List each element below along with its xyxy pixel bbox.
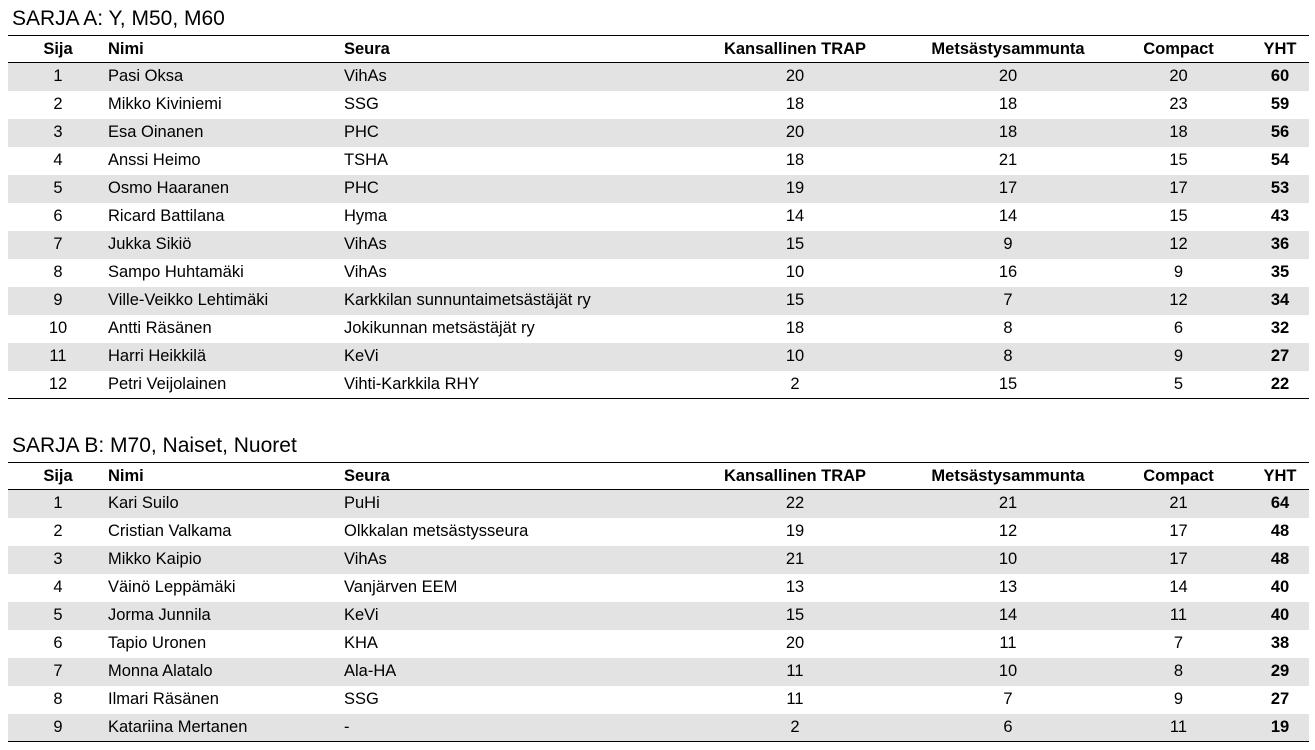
cell-total: 64 — [1251, 490, 1309, 518]
cell-name: Kari Suilo — [108, 490, 344, 518]
cell-hunt: 10 — [910, 546, 1106, 574]
cell-name: Väinö Leppämäki — [108, 578, 236, 596]
cell-hunt: 16 — [998, 263, 1018, 281]
cell-total: 38 — [1270, 634, 1290, 652]
table-row — [8, 231, 1309, 259]
cell-compact: 14 — [1169, 578, 1188, 596]
cell-compact: 17 — [1106, 175, 1251, 203]
cell-trap: 22 — [680, 490, 910, 518]
cell-total: 27 — [1270, 690, 1290, 708]
cell-club: Vihti-Karkkila RHY — [344, 371, 680, 399]
cell-rank: 3 — [8, 119, 108, 147]
cell-name: Ilmari Räsänen — [108, 690, 219, 708]
col-header-club: Seura — [344, 463, 680, 490]
col-header-compact: Compact — [1106, 463, 1251, 490]
cell-compact: 11 — [1106, 714, 1251, 742]
cell-trap: 10 — [785, 263, 805, 281]
cell-compact: 15 — [1169, 151, 1188, 169]
col-header-rank: Sija — [8, 463, 108, 490]
cell-hunt: 6 — [910, 714, 1106, 742]
col-header-club: Seura — [344, 36, 680, 63]
cell-club: KHA — [344, 634, 378, 652]
cell-total: 40 — [1270, 578, 1290, 596]
cell-name: Katariina Mertanen — [108, 714, 344, 742]
cell-hunt: 18 — [910, 119, 1106, 147]
cell-compact: 21 — [1106, 490, 1251, 518]
cell-club: - — [344, 714, 680, 742]
cell-name: Ville-Veikko Lehtimäki — [108, 287, 344, 315]
table-row — [8, 546, 1309, 574]
cell-club: Ala-HA — [344, 658, 680, 686]
cell-rank: 10 — [48, 319, 68, 337]
cell-hunt: 10 — [910, 658, 1106, 686]
cell-compact: 17 — [1106, 546, 1251, 574]
cell-club: Hyma — [344, 207, 388, 225]
col-header-total: YHT — [1251, 36, 1309, 63]
cell-club: VihAs — [344, 263, 387, 281]
cell-club: Olkkalan metsästysseura — [344, 522, 529, 540]
cell-trap: 20 — [785, 634, 805, 652]
cell-name: Pasi Oksa — [108, 63, 344, 91]
cell-compact: 6 — [1173, 319, 1184, 337]
cell-compact: 5 — [1106, 371, 1251, 399]
cell-trap: 10 — [680, 343, 910, 371]
cell-total: 35 — [1270, 263, 1290, 281]
cell-club: TSHA — [344, 151, 389, 169]
cell-rank: 11 — [8, 343, 108, 371]
col-header-rank: Sija — [8, 36, 108, 63]
cell-hunt: 21 — [910, 490, 1106, 518]
cell-name: Ricard Battilana — [108, 207, 225, 225]
cell-hunt: 20 — [910, 63, 1106, 91]
cell-total: 54 — [1270, 151, 1290, 169]
cell-trap: 15 — [680, 231, 910, 259]
cell-name: Jukka Sikiö — [108, 231, 344, 259]
cell-club: PHC — [344, 175, 680, 203]
cell-compact: 9 — [1173, 690, 1184, 708]
cell-club: SSG — [344, 95, 379, 113]
col-header-compact: Compact — [1106, 36, 1251, 63]
cell-hunt: 14 — [998, 207, 1018, 225]
col-header-name: Nimi — [108, 36, 344, 63]
cell-rank: 9 — [8, 714, 108, 742]
cell-hunt: 21 — [998, 151, 1018, 169]
cell-total: 32 — [1270, 319, 1290, 337]
table-header-row — [8, 463, 1309, 490]
cell-rank: 8 — [53, 690, 63, 708]
cell-name: Esa Oinanen — [108, 119, 344, 147]
col-header-total: YHT — [1251, 463, 1309, 490]
cell-rank: 9 — [8, 287, 108, 315]
cell-total: 43 — [1270, 207, 1290, 225]
cell-hunt: 8 — [1003, 319, 1013, 337]
cell-compact: 11 — [1106, 602, 1251, 630]
cell-name: Monna Alatalo — [108, 658, 344, 686]
cell-trap: 2 — [680, 371, 910, 399]
col-header-trap: Kansallinen TRAP — [680, 463, 910, 490]
table-row — [8, 343, 1309, 371]
cell-compact: 18 — [1106, 119, 1251, 147]
cell-trap: 2 — [680, 714, 910, 742]
cell-trap: 18 — [785, 319, 805, 337]
table-row — [8, 714, 1309, 742]
cell-rank: 8 — [53, 263, 63, 281]
cell-total: 60 — [1251, 63, 1309, 91]
cell-compact: 12 — [1106, 231, 1251, 259]
cell-compact: 7 — [1173, 634, 1184, 652]
cell-rank: 3 — [8, 546, 108, 574]
cell-hunt: 7 — [910, 287, 1106, 315]
table-row — [8, 203, 1309, 231]
cell-club: VihAs — [344, 63, 680, 91]
table-row — [8, 574, 1309, 602]
cell-trap: 21 — [680, 546, 910, 574]
cell-trap: 19 — [680, 175, 910, 203]
cell-compact: 9 — [1106, 343, 1251, 371]
cell-hunt: 11 — [999, 634, 1017, 652]
cell-hunt: 13 — [998, 578, 1018, 596]
cell-rank: 5 — [8, 602, 108, 630]
section-a-table — [8, 35, 1309, 399]
cell-rank: 6 — [53, 207, 63, 225]
cell-trap: 19 — [785, 522, 805, 540]
cell-total: 56 — [1251, 119, 1309, 147]
cell-total: 48 — [1270, 522, 1290, 540]
cell-name: Tapio Uronen — [108, 634, 207, 652]
cell-total: 19 — [1251, 714, 1309, 742]
cell-compact: 8 — [1106, 658, 1251, 686]
cell-hunt: 15 — [910, 371, 1106, 399]
table-header-row — [8, 36, 1309, 63]
cell-name: Anssi Heimo — [108, 151, 201, 169]
table-row — [8, 119, 1309, 147]
cell-rank: 4 — [53, 578, 63, 596]
cell-club: SSG — [344, 690, 379, 708]
cell-name: Sampo Huhtamäki — [108, 263, 244, 281]
section-b-table — [8, 462, 1309, 742]
cell-rank: 7 — [8, 231, 108, 259]
cell-rank: 4 — [53, 151, 63, 169]
cell-rank: 6 — [53, 634, 63, 652]
cell-club: Jokikunnan metsästäjät ry — [344, 319, 535, 337]
cell-total: 36 — [1251, 231, 1309, 259]
cell-total: 53 — [1251, 175, 1309, 203]
table-row — [8, 602, 1309, 630]
col-header-hunt: Metsästysammunta — [910, 36, 1106, 63]
cell-total: 40 — [1251, 602, 1309, 630]
cell-hunt: 7 — [1003, 690, 1013, 708]
cell-trap: 14 — [785, 207, 805, 225]
table-row — [8, 91, 1309, 119]
cell-total: 29 — [1251, 658, 1309, 686]
col-header-hunt: Metsästysammunta — [910, 463, 1106, 490]
cell-hunt: 17 — [910, 175, 1106, 203]
table-row — [8, 686, 1309, 714]
col-header-name: Nimi — [108, 463, 344, 490]
cell-total: 59 — [1270, 95, 1290, 113]
cell-compact: 20 — [1106, 63, 1251, 91]
cell-rank: 1 — [8, 490, 108, 518]
cell-hunt: 9 — [910, 231, 1106, 259]
cell-rank: 5 — [8, 175, 108, 203]
table-row — [8, 175, 1309, 203]
table-row — [8, 147, 1309, 175]
cell-club: KeVi — [344, 602, 680, 630]
cell-compact: 12 — [1106, 287, 1251, 315]
cell-club: Karkkilan sunnuntaimetsästäjät ry — [344, 287, 680, 315]
cell-name: Harri Heikkilä — [108, 343, 344, 371]
table-row — [8, 63, 1309, 91]
cell-club: KeVi — [344, 343, 680, 371]
cell-trap: 18 — [785, 95, 805, 113]
cell-trap: 20 — [680, 119, 910, 147]
cell-name: Cristian Valkama — [108, 522, 232, 540]
cell-hunt: 8 — [910, 343, 1106, 371]
cell-hunt: 14 — [910, 602, 1106, 630]
cell-rank: 2 — [53, 95, 63, 113]
table-row — [8, 630, 1309, 658]
cell-club: PHC — [344, 119, 680, 147]
cell-rank: 12 — [8, 371, 108, 399]
cell-name: Osmo Haaranen — [108, 175, 344, 203]
cell-trap: 11 — [786, 690, 804, 708]
cell-trap: 15 — [680, 287, 910, 315]
cell-club: VihAs — [344, 546, 680, 574]
cell-club: PuHi — [344, 490, 680, 518]
section-a-title: SARJA A: Y, M50, M60 — [12, 7, 225, 30]
table-row — [8, 518, 1309, 546]
table-row — [8, 490, 1309, 518]
table-row — [8, 371, 1309, 399]
cell-trap: 13 — [785, 578, 805, 596]
cell-trap: 15 — [680, 602, 910, 630]
table-row — [8, 315, 1309, 343]
table-row — [8, 658, 1309, 686]
cell-trap: 11 — [680, 658, 910, 686]
cell-rank: 7 — [8, 658, 108, 686]
cell-rank: 2 — [53, 522, 63, 540]
cell-total: 22 — [1251, 371, 1309, 399]
cell-total: 27 — [1251, 343, 1309, 371]
cell-name: Jorma Junnila — [108, 602, 344, 630]
cell-compact: 9 — [1173, 263, 1184, 281]
col-header-trap: Kansallinen TRAP — [680, 36, 910, 63]
cell-trap: 18 — [785, 151, 805, 169]
cell-total: 48 — [1251, 546, 1309, 574]
table-row — [8, 287, 1309, 315]
cell-compact: 17 — [1169, 522, 1188, 540]
cell-hunt: 12 — [998, 522, 1018, 540]
cell-compact: 23 — [1169, 95, 1188, 113]
cell-total: 34 — [1251, 287, 1309, 315]
cell-compact: 15 — [1169, 207, 1188, 225]
cell-club: VihAs — [344, 231, 680, 259]
cell-hunt: 18 — [998, 95, 1018, 113]
cell-trap: 20 — [680, 63, 910, 91]
cell-rank: 1 — [8, 63, 108, 91]
cell-name: Petri Veijolainen — [108, 371, 344, 399]
cell-name: Mikko Kaipio — [108, 546, 344, 574]
table-row — [8, 259, 1309, 287]
section-b-title: SARJA B: M70, Naiset, Nuoret — [12, 434, 297, 457]
cell-name: Antti Räsänen — [108, 319, 212, 337]
cell-club: Vanjärven EEM — [344, 578, 458, 596]
cell-name: Mikko Kiviniemi — [108, 95, 222, 113]
